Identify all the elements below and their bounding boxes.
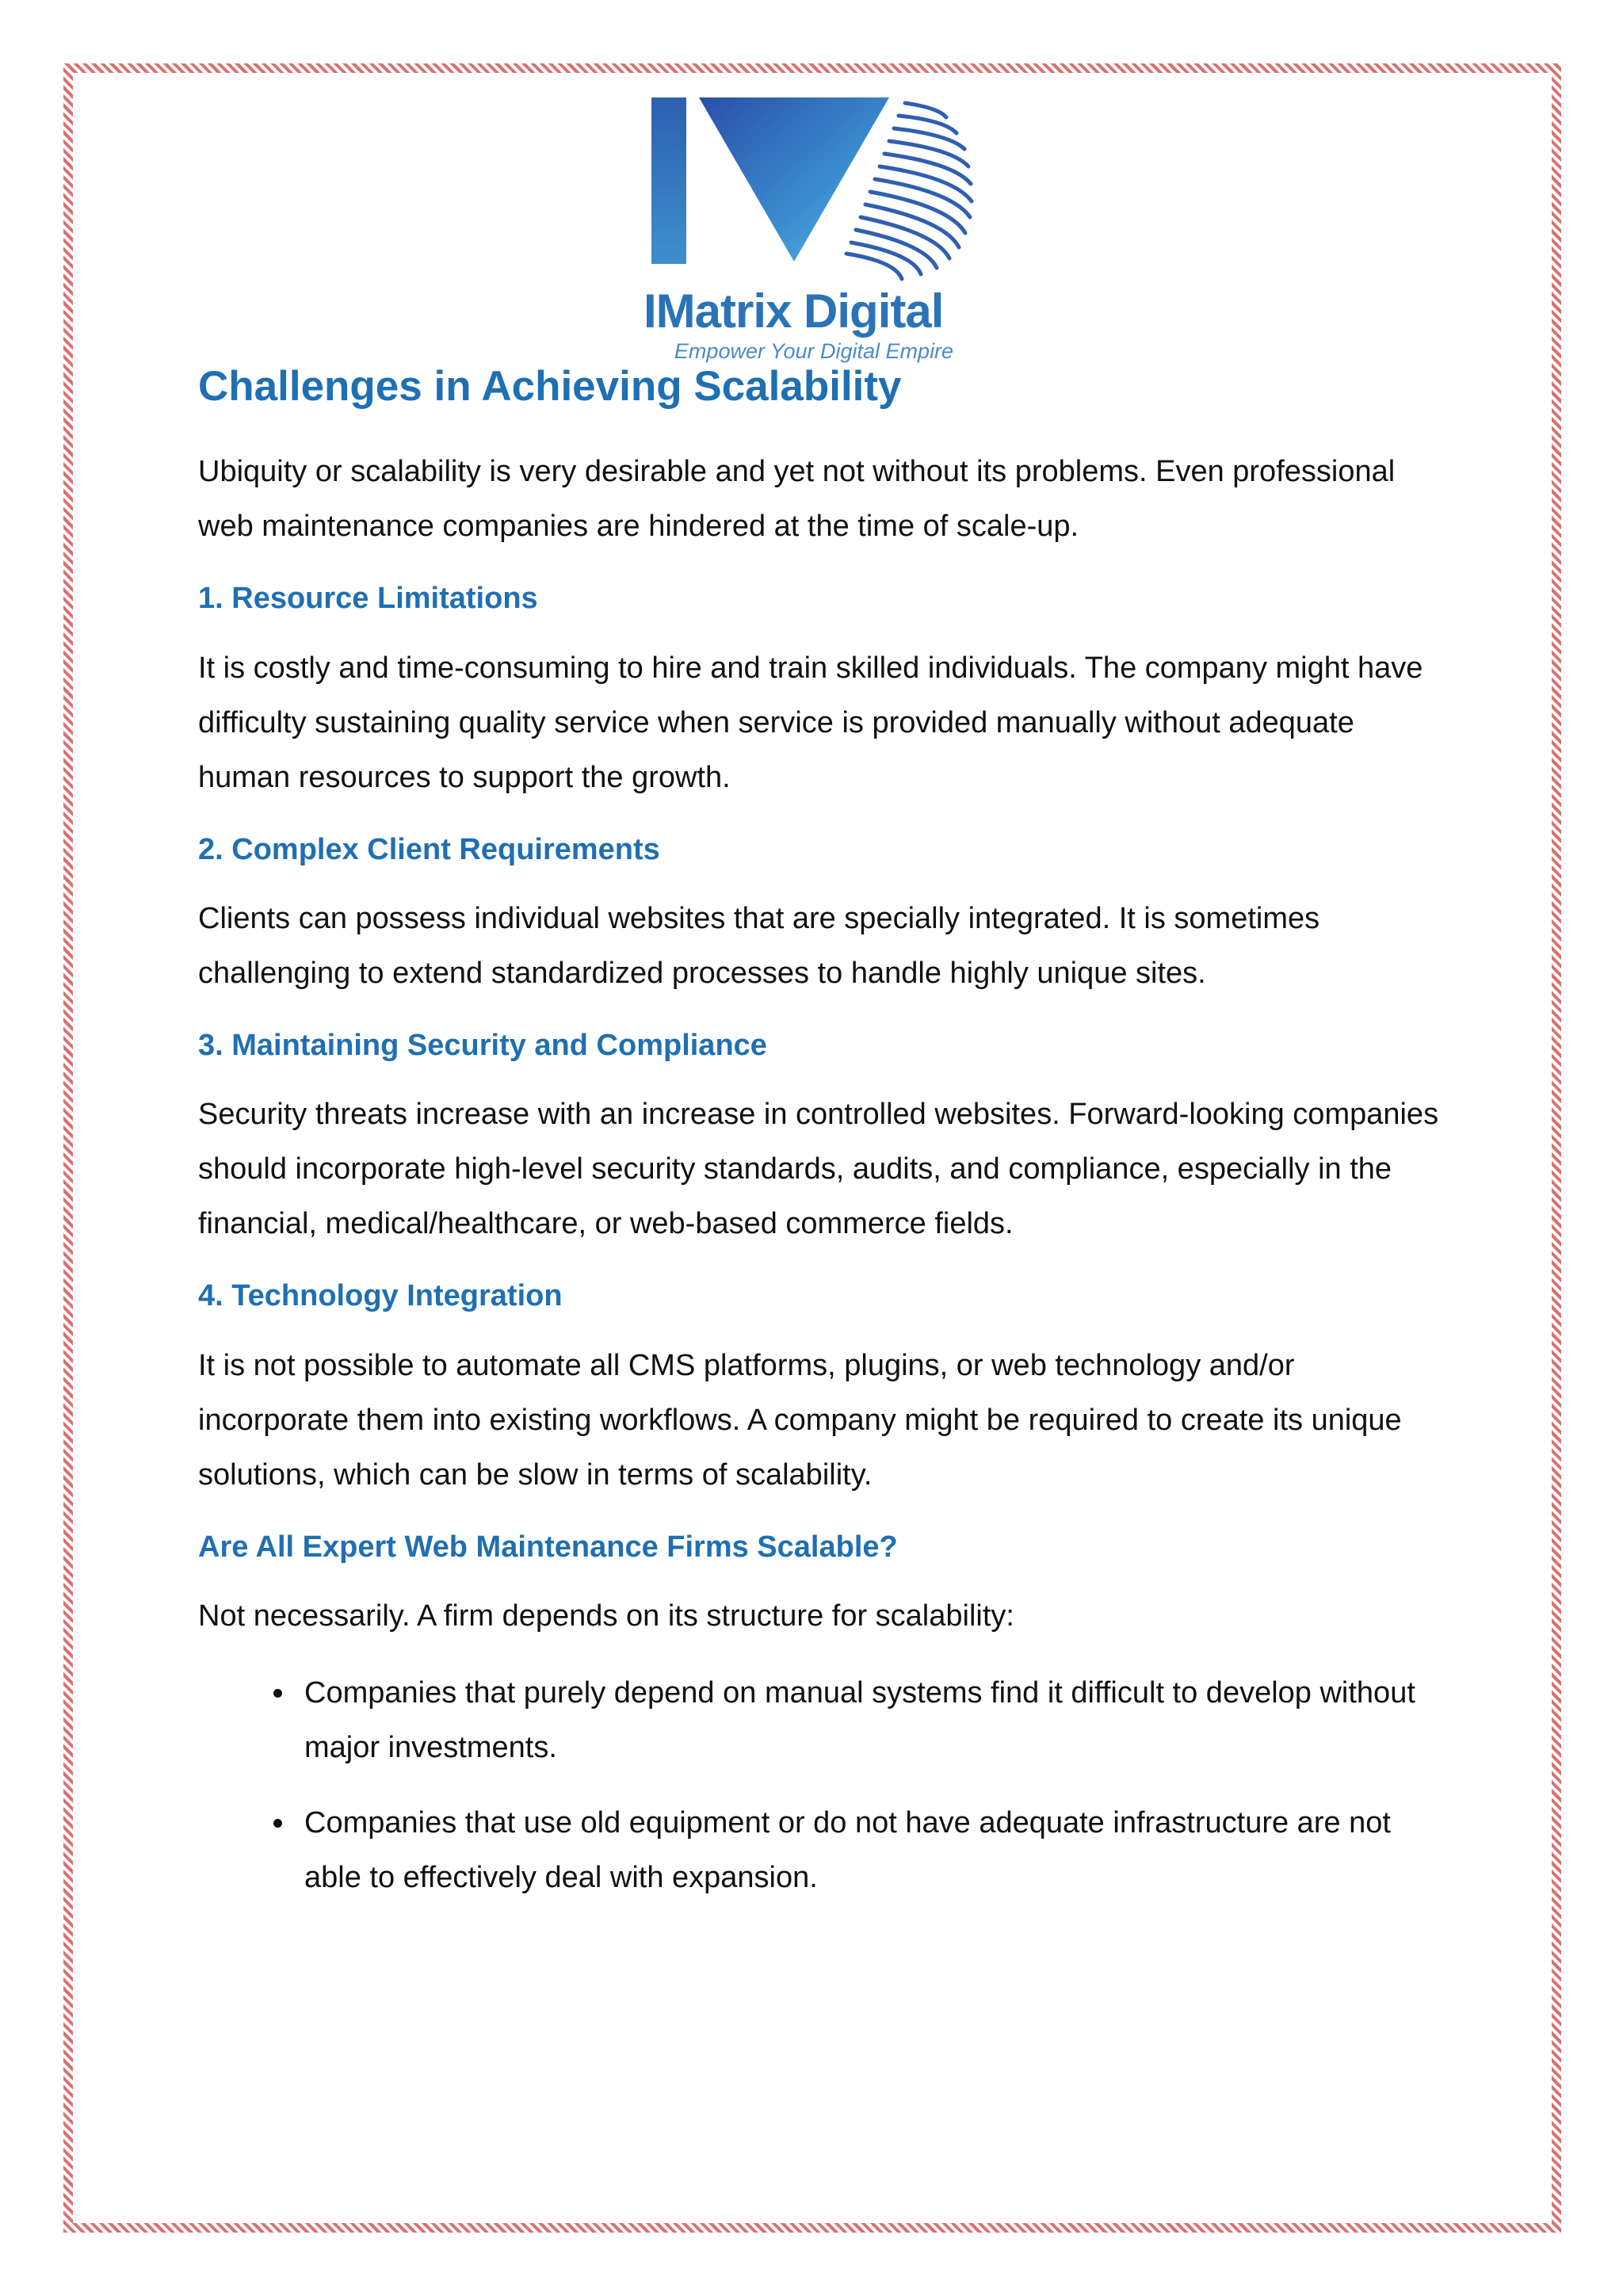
question-body: Not necessarily. A firm depends on its structure for scalability: — [198, 1599, 1014, 1633]
list-item: • Companies that purely depend on manual systems find it difficult to develop without major investments. — [296, 1666, 1450, 1775]
section-heading-technology-integration: 4. Technology Integration — [198, 1279, 563, 1313]
question-heading: Are All Expert Web Maintenance Firms Scalable? — [198, 1530, 898, 1564]
brand-name: IMatrix Digital — [643, 285, 944, 338]
article — [198, 361, 1450, 1926]
section-heading-resource-limitations: 1. Resource Limitations — [198, 582, 538, 616]
page-title: Challenges in Achieving Scalability — [198, 363, 902, 410]
bullet-list — [198, 1666, 1450, 1905]
intro-paragraph: Ubiquity or scalability is very desirable and yet not without its problems. Even professional web maintenance companies are hindered at the time of scale-up. — [198, 455, 1396, 544]
section-body-security-compliance: Security threats increase with an increase in controlled websites. Forward-looking companies should incorporate high-level security standards, audits, and compliance, especially in the financial, medical/healthcare, or web-based commerce fields. — [198, 1098, 1439, 1241]
section-body-technology-integration: It is not possible to automate all CMS platforms, plugins, or web technology and/or incorporate them into existing workflows. A company might be required to create its unique solutions, which can be slow in terms of scalability. — [198, 1348, 1402, 1492]
brand-tagline: Empower Your Digital Empire — [674, 339, 954, 363]
list-item: • Companies that use old equipment or do not have adequate infrastructure are not able to effectively deal with expansion. — [296, 1796, 1450, 1905]
section-body-resource-limitations: It is costly and time-consuming to hire and train skilled individuals. The company might have difficulty sustaining quality service when service is provided manually without adequate human resources to support the growth. — [198, 651, 1423, 794]
logo-mark-icon — [643, 94, 984, 301]
section-heading-client-requirements: 2. Complex Client Requirements — [198, 832, 660, 866]
section-heading-security-compliance: 3. Maintaining Security and Compliance — [198, 1029, 767, 1063]
section-body-client-requirements: Clients can possess individual websites that are specially integrated. It is sometimes challenging to extend standardized processes to handle highly unique sites. — [198, 902, 1320, 991]
brand-logo — [643, 94, 984, 367]
